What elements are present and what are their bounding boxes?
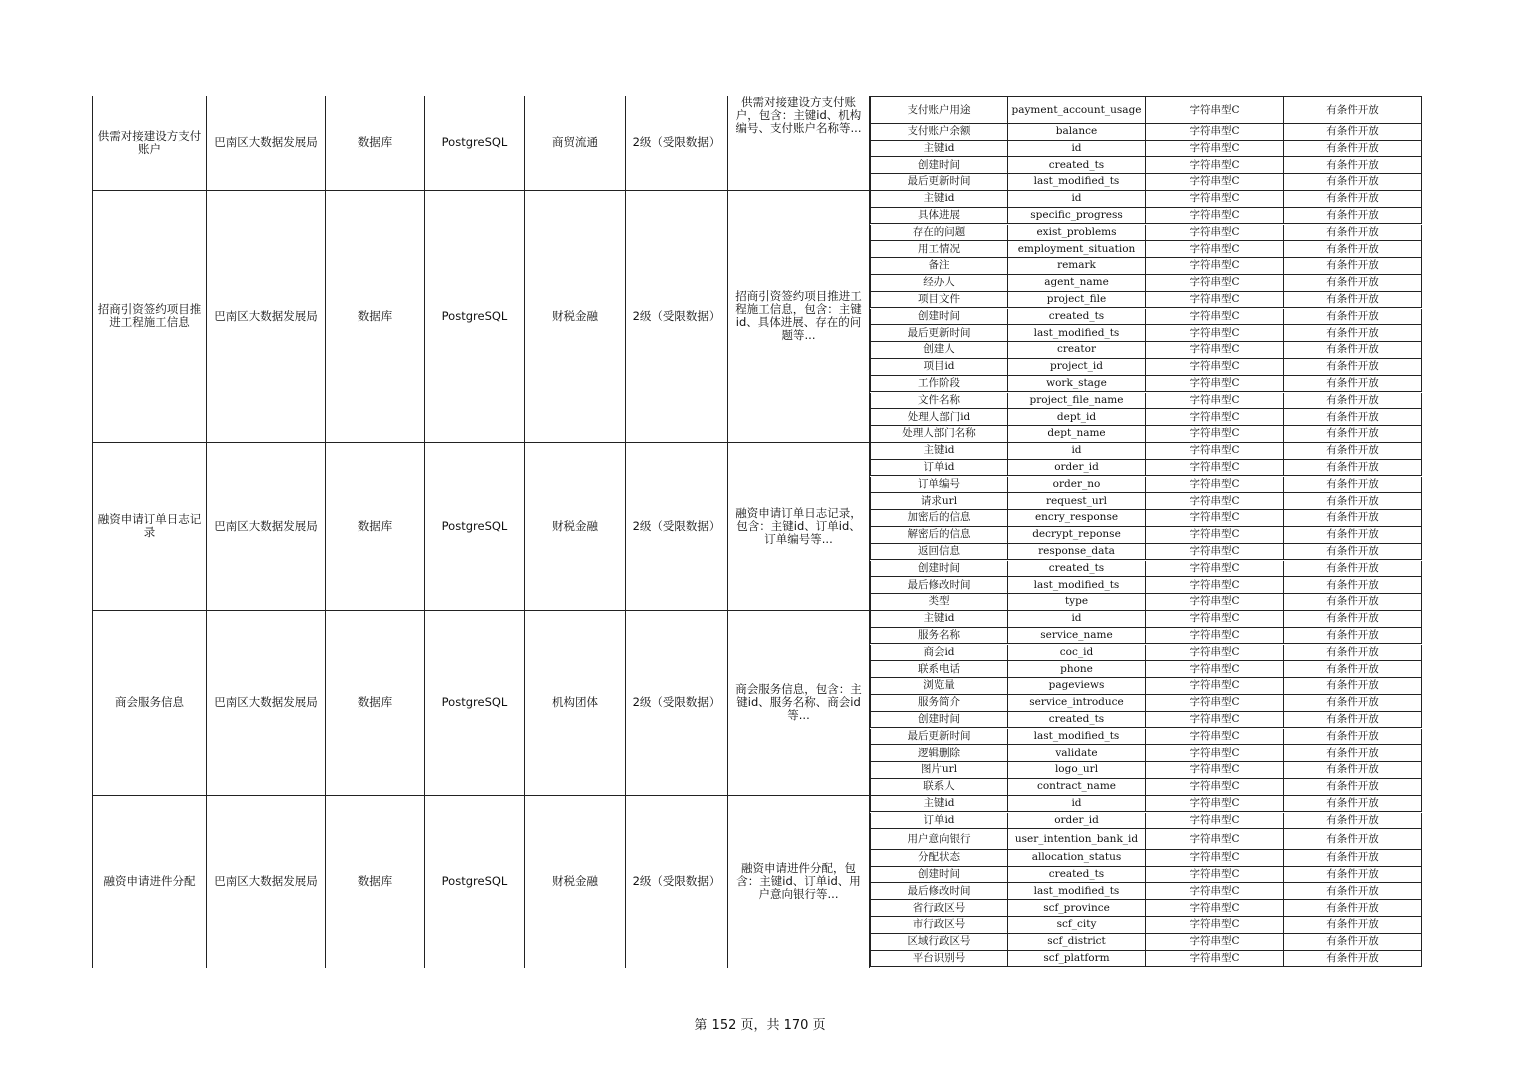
field-type-cell: 字符串型C	[1146, 225, 1284, 242]
provider-org-cell: 巴南区大数据发展局	[207, 96, 326, 191]
open-condition-cell: 有条件开放	[1284, 309, 1422, 326]
field-cn-name-cell: 最后更新时间	[870, 325, 1008, 342]
field-type-cell: 字符串型C	[1146, 527, 1284, 544]
field-cn-name-cell: 联系人	[870, 779, 1008, 796]
field-en-name-cell: balance	[1008, 124, 1146, 141]
domain-category-cell: 财税金融	[525, 443, 626, 611]
description-cell: 供需对接建设方支付账户，包含：主键id、机构编号、支付账户名称等...	[728, 96, 870, 191]
field-cn-name-cell: 支付账户余额	[870, 124, 1008, 141]
open-condition-cell: 有条件开放	[1284, 359, 1422, 376]
field-type-cell: 字符串型C	[1146, 325, 1284, 342]
field-type-cell: 字符串型C	[1146, 460, 1284, 477]
field-type-cell: 字符串型C	[1146, 762, 1284, 779]
field-en-name-cell: dept_id	[1008, 409, 1146, 426]
field-en-name-cell: employment_situation	[1008, 241, 1146, 258]
open-condition-cell: 有条件开放	[1284, 917, 1422, 934]
open-condition-cell: 有条件开放	[1284, 342, 1422, 359]
field-type-cell: 字符串型C	[1146, 241, 1284, 258]
field-en-name-cell: encry_response	[1008, 510, 1146, 527]
open-condition-cell: 有条件开放	[1284, 325, 1422, 342]
field-cn-name-cell: 备注	[870, 258, 1008, 275]
database-cell: PostgreSQL	[425, 443, 525, 611]
domain-category-cell: 财税金融	[525, 191, 626, 443]
description-cell: 融资申请进件分配，包含：主键id、订单id、用户意向银行等...	[728, 796, 870, 968]
field-en-name-cell: contract_name	[1008, 779, 1146, 796]
resource-name-cell: 融资申请进件分配	[92, 796, 207, 968]
field-cn-name-cell: 支付账户用途	[870, 96, 1008, 124]
open-condition-cell: 有条件开放	[1284, 850, 1422, 867]
field-cn-name-cell: 解密后的信息	[870, 527, 1008, 544]
field-en-name-cell: allocation_status	[1008, 850, 1146, 867]
field-cn-name-cell: 具体进展	[870, 208, 1008, 225]
domain-category-cell: 财税金融	[525, 796, 626, 968]
field-type-cell: 字符串型C	[1146, 934, 1284, 951]
field-type-cell: 字符串型C	[1146, 477, 1284, 494]
open-condition-cell: 有条件开放	[1284, 611, 1422, 628]
open-condition-cell: 有条件开放	[1284, 867, 1422, 884]
field-type-cell: 字符串型C	[1146, 258, 1284, 275]
field-cn-name-cell: 经办人	[870, 275, 1008, 292]
source-type-cell: 数据库	[326, 191, 425, 443]
source-type-cell: 数据库	[326, 96, 425, 191]
field-type-cell: 字符串型C	[1146, 796, 1284, 813]
field-cn-name-cell: 逻辑删除	[870, 745, 1008, 762]
field-type-cell: 字符串型C	[1146, 426, 1284, 443]
field-cn-name-cell: 请求url	[870, 493, 1008, 510]
provider-org-cell: 巴南区大数据发展局	[207, 443, 326, 611]
field-en-name-cell: last_modified_ts	[1008, 883, 1146, 900]
field-type-cell: 字符串型C	[1146, 729, 1284, 746]
open-condition-cell: 有条件开放	[1284, 376, 1422, 393]
field-cn-name-cell: 用工情况	[870, 241, 1008, 258]
open-condition-cell: 有条件开放	[1284, 96, 1422, 124]
field-type-cell: 字符串型C	[1146, 867, 1284, 884]
field-cn-name-cell: 返回信息	[870, 544, 1008, 561]
field-type-cell: 字符串型C	[1146, 712, 1284, 729]
field-en-name-cell: created_ts	[1008, 309, 1146, 326]
field-en-name-cell: response_data	[1008, 544, 1146, 561]
open-condition-cell: 有条件开放	[1284, 275, 1422, 292]
field-cn-name-cell: 创建人	[870, 342, 1008, 359]
source-type-cell: 数据库	[326, 443, 425, 611]
open-condition-cell: 有条件开放	[1284, 561, 1422, 578]
database-cell: PostgreSQL	[425, 96, 525, 191]
field-cn-name-cell: 创建时间	[870, 867, 1008, 884]
open-condition-cell: 有条件开放	[1284, 409, 1422, 426]
description-cell: 融资申请订单日志记录，包含：主键id、订单id、订单编号等...	[728, 443, 870, 611]
field-type-cell: 字符串型C	[1146, 342, 1284, 359]
field-type-cell: 字符串型C	[1146, 409, 1284, 426]
field-en-name-cell: order_id	[1008, 460, 1146, 477]
open-condition-cell: 有条件开放	[1284, 141, 1422, 158]
open-condition-cell: 有条件开放	[1284, 934, 1422, 951]
field-cn-name-cell: 项目id	[870, 359, 1008, 376]
field-cn-name-cell: 类型	[870, 594, 1008, 611]
provider-org-cell: 巴南区大数据发展局	[207, 611, 326, 796]
field-type-cell: 字符串型C	[1146, 510, 1284, 527]
field-en-name-cell: project_file_name	[1008, 393, 1146, 410]
field-cn-name-cell: 最后修改时间	[870, 577, 1008, 594]
field-type-cell: 字符串型C	[1146, 695, 1284, 712]
field-type-cell: 字符串型C	[1146, 191, 1284, 208]
field-type-cell: 字符串型C	[1146, 594, 1284, 611]
description-cell: 商会服务信息，包含：主键id、服务名称、商会id等...	[728, 611, 870, 796]
field-type-cell: 字符串型C	[1146, 779, 1284, 796]
field-type-cell: 字符串型C	[1146, 611, 1284, 628]
field-en-name-cell: last_modified_ts	[1008, 729, 1146, 746]
field-en-name-cell: created_ts	[1008, 712, 1146, 729]
field-type-cell: 字符串型C	[1146, 628, 1284, 645]
open-condition-cell: 有条件开放	[1284, 208, 1422, 225]
field-type-cell: 字符串型C	[1146, 561, 1284, 578]
field-en-name-cell: service_introduce	[1008, 695, 1146, 712]
field-cn-name-cell: 区域行政区号	[870, 934, 1008, 951]
open-condition-cell: 有条件开放	[1284, 900, 1422, 917]
source-type-cell: 数据库	[326, 796, 425, 968]
field-type-cell: 字符串型C	[1146, 850, 1284, 867]
field-cn-name-cell: 主键id	[870, 191, 1008, 208]
field-cn-name-cell: 订单id	[870, 813, 1008, 830]
open-condition-cell: 有条件开放	[1284, 628, 1422, 645]
field-type-cell: 字符串型C	[1146, 645, 1284, 662]
database-cell: PostgreSQL	[425, 796, 525, 968]
field-cn-name-cell: 服务名称	[870, 628, 1008, 645]
field-cn-name-cell: 省行政区号	[870, 900, 1008, 917]
field-type-cell: 字符串型C	[1146, 393, 1284, 410]
field-en-name-cell: id	[1008, 141, 1146, 158]
field-en-name-cell: created_ts	[1008, 157, 1146, 174]
security-level-cell: 2级（受限数据）	[626, 96, 728, 191]
field-en-name-cell: payment_account_usage	[1008, 96, 1146, 124]
resource-name-cell: 融资申请订单日志记录	[92, 443, 207, 611]
field-en-name-cell: remark	[1008, 258, 1146, 275]
open-condition-cell: 有条件开放	[1284, 712, 1422, 729]
field-en-name-cell: project_id	[1008, 359, 1146, 376]
open-condition-cell: 有条件开放	[1284, 124, 1422, 141]
open-condition-cell: 有条件开放	[1284, 661, 1422, 678]
security-level-cell: 2级（受限数据）	[626, 443, 728, 611]
open-condition-cell: 有条件开放	[1284, 951, 1422, 968]
field-en-name-cell: coc_id	[1008, 645, 1146, 662]
open-condition-cell: 有条件开放	[1284, 157, 1422, 174]
resource-name-cell: 商会服务信息	[92, 611, 207, 796]
catalog-table	[92, 96, 1422, 968]
field-type-cell: 字符串型C	[1146, 577, 1284, 594]
field-type-cell: 字符串型C	[1146, 292, 1284, 309]
field-cn-name-cell: 订单id	[870, 460, 1008, 477]
open-condition-cell: 有条件开放	[1284, 477, 1422, 494]
field-en-name-cell: scf_district	[1008, 934, 1146, 951]
field-type-cell: 字符串型C	[1146, 493, 1284, 510]
field-cn-name-cell: 市行政区号	[870, 917, 1008, 934]
field-en-name-cell: scf_platform	[1008, 951, 1146, 968]
field-en-name-cell: last_modified_ts	[1008, 325, 1146, 342]
resource-name-cell: 供需对接建设方支付账户	[92, 96, 207, 191]
database-cell: PostgreSQL	[425, 191, 525, 443]
resource-name-cell: 招商引资签约项目推进工程施工信息	[92, 191, 207, 443]
field-cn-name-cell: 最后修改时间	[870, 883, 1008, 900]
field-cn-name-cell: 分配状态	[870, 850, 1008, 867]
field-en-name-cell: agent_name	[1008, 275, 1146, 292]
open-condition-cell: 有条件开放	[1284, 426, 1422, 443]
security-level-cell: 2级（受限数据）	[626, 611, 728, 796]
open-condition-cell: 有条件开放	[1284, 829, 1422, 850]
field-cn-name-cell: 联系电话	[870, 661, 1008, 678]
field-en-name-cell: service_name	[1008, 628, 1146, 645]
field-en-name-cell: scf_city	[1008, 917, 1146, 934]
field-cn-name-cell: 服务简介	[870, 695, 1008, 712]
field-type-cell: 字符串型C	[1146, 359, 1284, 376]
field-cn-name-cell: 商会id	[870, 645, 1008, 662]
provider-org-cell: 巴南区大数据发展局	[207, 796, 326, 968]
field-type-cell: 字符串型C	[1146, 678, 1284, 695]
open-condition-cell: 有条件开放	[1284, 443, 1422, 460]
open-condition-cell: 有条件开放	[1284, 745, 1422, 762]
field-type-cell: 字符串型C	[1146, 813, 1284, 830]
field-type-cell: 字符串型C	[1146, 157, 1284, 174]
description-cell: 招商引资签约项目推进工程施工信息，包含：主键id、具体进展、存在的问题等...	[728, 191, 870, 443]
open-condition-cell: 有条件开放	[1284, 779, 1422, 796]
field-en-name-cell: created_ts	[1008, 561, 1146, 578]
field-cn-name-cell: 项目文件	[870, 292, 1008, 309]
security-level-cell: 2级（受限数据）	[626, 796, 728, 968]
field-cn-name-cell: 最后更新时间	[870, 729, 1008, 746]
field-type-cell: 字符串型C	[1146, 309, 1284, 326]
field-en-name-cell: dept_name	[1008, 426, 1146, 443]
open-condition-cell: 有条件开放	[1284, 527, 1422, 544]
field-en-name-cell: order_id	[1008, 813, 1146, 830]
field-en-name-cell: project_file	[1008, 292, 1146, 309]
open-condition-cell: 有条件开放	[1284, 393, 1422, 410]
field-en-name-cell: id	[1008, 796, 1146, 813]
open-condition-cell: 有条件开放	[1284, 191, 1422, 208]
field-type-cell: 字符串型C	[1146, 661, 1284, 678]
field-en-name-cell: id	[1008, 443, 1146, 460]
field-cn-name-cell: 订单编号	[870, 477, 1008, 494]
field-en-name-cell: phone	[1008, 661, 1146, 678]
field-type-cell: 字符串型C	[1146, 275, 1284, 292]
field-type-cell: 字符串型C	[1146, 745, 1284, 762]
field-en-name-cell: last_modified_ts	[1008, 174, 1146, 191]
field-en-name-cell: id	[1008, 191, 1146, 208]
field-type-cell: 字符串型C	[1146, 141, 1284, 158]
open-condition-cell: 有条件开放	[1284, 645, 1422, 662]
field-cn-name-cell: 浏览量	[870, 678, 1008, 695]
field-type-cell: 字符串型C	[1146, 544, 1284, 561]
database-cell: PostgreSQL	[425, 611, 525, 796]
field-type-cell: 字符串型C	[1146, 96, 1284, 124]
field-type-cell: 字符串型C	[1146, 443, 1284, 460]
open-condition-cell: 有条件开放	[1284, 510, 1422, 527]
field-en-name-cell: decrypt_reponse	[1008, 527, 1146, 544]
domain-category-cell: 商贸流通	[525, 96, 626, 191]
field-cn-name-cell: 创建时间	[870, 309, 1008, 326]
field-cn-name-cell: 文件名称	[870, 393, 1008, 410]
open-condition-cell: 有条件开放	[1284, 493, 1422, 510]
field-en-name-cell: order_no	[1008, 477, 1146, 494]
field-cn-name-cell: 主键id	[870, 141, 1008, 158]
open-condition-cell: 有条件开放	[1284, 796, 1422, 813]
field-cn-name-cell: 用户意向银行	[870, 829, 1008, 850]
field-en-name-cell: logo_url	[1008, 762, 1146, 779]
field-type-cell: 字符串型C	[1146, 917, 1284, 934]
field-en-name-cell: specific_progress	[1008, 208, 1146, 225]
field-cn-name-cell: 处理人部门id	[870, 409, 1008, 426]
open-condition-cell: 有条件开放	[1284, 544, 1422, 561]
field-cn-name-cell: 创建时间	[870, 561, 1008, 578]
open-condition-cell: 有条件开放	[1284, 762, 1422, 779]
open-condition-cell: 有条件开放	[1284, 678, 1422, 695]
open-condition-cell: 有条件开放	[1284, 594, 1422, 611]
open-condition-cell: 有条件开放	[1284, 258, 1422, 275]
open-condition-cell: 有条件开放	[1284, 241, 1422, 258]
field-cn-name-cell: 创建时间	[870, 712, 1008, 729]
source-type-cell: 数据库	[326, 611, 425, 796]
field-type-cell: 字符串型C	[1146, 124, 1284, 141]
field-en-name-cell: pageviews	[1008, 678, 1146, 695]
field-type-cell: 字符串型C	[1146, 208, 1284, 225]
open-condition-cell: 有条件开放	[1284, 813, 1422, 830]
field-en-name-cell: scf_province	[1008, 900, 1146, 917]
open-condition-cell: 有条件开放	[1284, 695, 1422, 712]
field-cn-name-cell: 工作阶段	[870, 376, 1008, 393]
open-condition-cell: 有条件开放	[1284, 883, 1422, 900]
field-cn-name-cell: 平台识别号	[870, 951, 1008, 968]
field-en-name-cell: validate	[1008, 745, 1146, 762]
field-type-cell: 字符串型C	[1146, 951, 1284, 968]
field-en-name-cell: created_ts	[1008, 867, 1146, 884]
open-condition-cell: 有条件开放	[1284, 174, 1422, 191]
field-en-name-cell: last_modified_ts	[1008, 577, 1146, 594]
field-cn-name-cell: 主键id	[870, 611, 1008, 628]
field-en-name-cell: user_intention_bank_id	[1008, 829, 1146, 850]
field-type-cell: 字符串型C	[1146, 174, 1284, 191]
field-en-name-cell: exist_problems	[1008, 225, 1146, 242]
field-cn-name-cell: 处理人部门名称	[870, 426, 1008, 443]
field-type-cell: 字符串型C	[1146, 829, 1284, 850]
open-condition-cell: 有条件开放	[1284, 225, 1422, 242]
field-cn-name-cell: 主键id	[870, 443, 1008, 460]
provider-org-cell: 巴南区大数据发展局	[207, 191, 326, 443]
open-condition-cell: 有条件开放	[1284, 460, 1422, 477]
field-en-name-cell: id	[1008, 611, 1146, 628]
field-type-cell: 字符串型C	[1146, 376, 1284, 393]
field-type-cell: 字符串型C	[1146, 900, 1284, 917]
field-en-name-cell: type	[1008, 594, 1146, 611]
open-condition-cell: 有条件开放	[1284, 577, 1422, 594]
field-en-name-cell: creator	[1008, 342, 1146, 359]
field-cn-name-cell: 主键id	[870, 796, 1008, 813]
open-condition-cell: 有条件开放	[1284, 729, 1422, 746]
open-condition-cell: 有条件开放	[1284, 292, 1422, 309]
field-en-name-cell: work_stage	[1008, 376, 1146, 393]
security-level-cell: 2级（受限数据）	[626, 191, 728, 443]
field-en-name-cell: request_url	[1008, 493, 1146, 510]
field-cn-name-cell: 创建时间	[870, 157, 1008, 174]
field-cn-name-cell: 存在的问题	[870, 225, 1008, 242]
field-cn-name-cell: 图片url	[870, 762, 1008, 779]
field-cn-name-cell: 最后更新时间	[870, 174, 1008, 191]
page-footer: 第 152 页，共 170 页	[694, 1018, 826, 1033]
domain-category-cell: 机构团体	[525, 611, 626, 796]
field-type-cell: 字符串型C	[1146, 883, 1284, 900]
field-cn-name-cell: 加密后的信息	[870, 510, 1008, 527]
